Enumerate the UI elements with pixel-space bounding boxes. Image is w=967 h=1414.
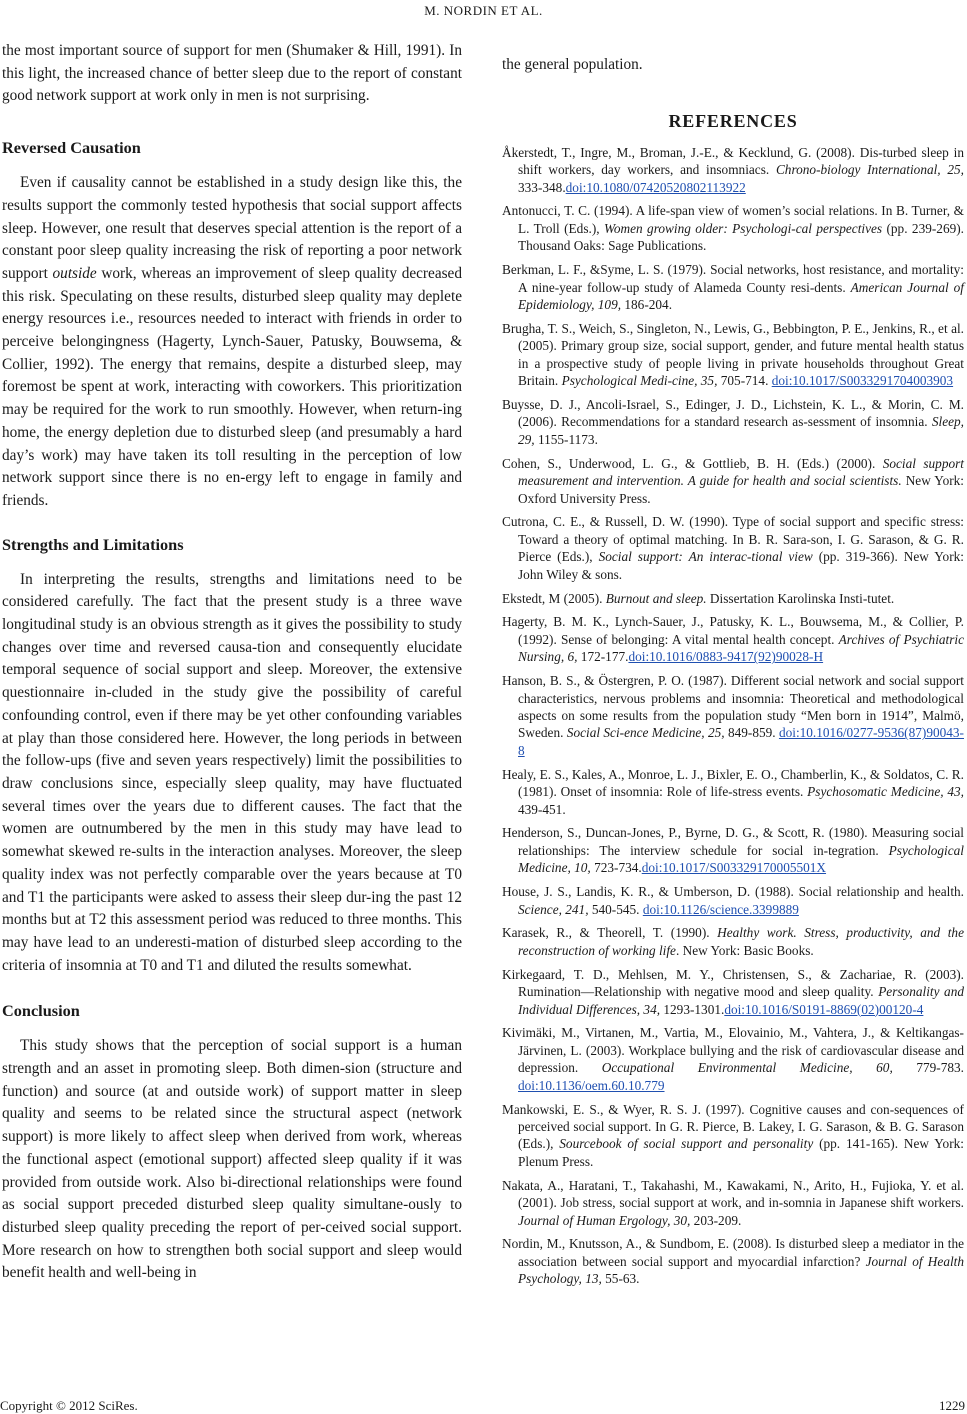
conclusion-paragraph: This study shows that the perception of social support is a human strength and an asset in promoting sleep. Both dimen-sion (structure and function) and source (at and outside work) of support matter in sleep quality and seems to be related since the structural aspect (network support) is more likely to affect sleep when derived from work, whereas the functional aspect (emotional support) affected sleep quality if it was provided from outside work. Also bi-directional relationships were found as social support preceded disturbed sleep quality simultane-ously to disturbed sleep quality preceding the report of per-ceived social support. More research on how to strengthen both social support and sleep would benefit health and well-being in <box>2 1037 462 1282</box>
references-heading: REFERENCES <box>668 110 798 131</box>
strengths-paragraph: In interpreting the results, strengths and limitations need to be considered carefully. The fact that the present study is a three wave longitudinal study is an obvious strength as it gives the possibility to study changes over time and reversed causa-tion and consequently elucidate temporal sequence of social support and sleep. Moreover, the extensive questionnaire in-cluded in the study give the possibility of careful confounding control, even if there may be yet other confounding variables at play than those considered here. However, the long periods in between the follow-ups (five and seven years respectively) limit the possibilities to draw conclusions since, especially sleep quality, may have fluctuated several times over the years due to different causes. The fact that the women are outnumbered by the men in this study may have lead to somewhat skewed re-sults in the interaction analyses. Moreover, the sleep quality index was not perfectly comparable over the years because at T0 and T1 the participants were asked to assess their sleep dur-ing the past 12 months but at T2 this assessment period was reduced to three months. This may have lead to an underesti-mation of disturbed sleep according to the criteria of insomnia at T0 and T1 and diluted the results somewhat. <box>2 570 462 974</box>
doi-link[interactable]: doi:10.1017/S0033291704003903 <box>771 373 954 389</box>
reversed-causation-paragraph: Even if causality cannot be established in a study design like this, the results support the commonly tested hypothesis that social support affects sleep. However, one result that deserves special attention is the report of a constant poor sleep quality increasing the risk of reporting a poor network support outside work, whereas an improvement of sleep quality decreased this risk. Speculating on these results, disturbed sleep quality may deplete energy resources i.e., resources needed to interact with friends in order to perceive belongingness (Hagerty, Lynch-Sauer, Patusky, Bouwsema, & Collier, 1992). The energy that remains, despite a disturbed sleep, may foremost be spent at work, interacting with coworkers. This prioritization may be required for the work to run smoothly. However, when return-ing home, the energy depletion due to disturbed sleep (and presumably a hard day’s work) may have taken its toll resulting in the perception of low network support since there is no en-ergy left to engage in family and friends. <box>2 174 462 509</box>
reference-item: Buysse, D. J., Ancoli-Israel, S., Edinger, J. D., Lichstein, K. L., & Morin, C. M. (2006). Recommendations for a standard research as-sessment of insomnia. Sleep, 29, 1155-1173. <box>502 396 964 447</box>
reference-item: Kivimäki, M., Virtanen, M., Vartia, M., Elovainio, M., Vahtera, J., & Keltikangas-Järvinen, L. (2003). Workplace bullying and the risk of cardiovascular disease and depression. Occupational Environmental Medicine, 60, 779-783. doi:10.1136/oem.60.10.779 <box>502 1025 964 1093</box>
reference-item: Ekstedt, M (2005). Burnout and sleep. Dissertation Karolinska Insti-tutet. <box>502 590 895 606</box>
heading-reversed-causation: Reversed Causation <box>2 138 141 158</box>
doi-link[interactable]: doi:10.1017/S003329170005501X <box>641 860 827 876</box>
reference-item: Cohen, S., Underwood, L. G., & Gottlieb, B. H. (Eds.) (2000). Social support measurement and intervention. A guide for health and social scientists. New York: Oxford University Press. <box>502 455 964 506</box>
reference-item: Åkerstedt, T., Ingre, M., Broman, J.-E., & Kecklund, G. (2008). Dis-turbed sleep in shift workers, day workers, and insomniacs. Chrono-biology International, 25, 333-348.doi:10.1080/07420520802113922 <box>502 144 964 195</box>
reference-item: Kirkegaard, T. D., Mehlsen, M. Y., Christensen, S., & Zachariae, R. (2003). Rumination—Relationship with negative mood and sleep quality. Personality and Individual Differences, 34, 1293-1301.doi:10.1016/S0191-8869(02)00120-4 <box>502 966 965 1017</box>
reference-item: Brugha, T. S., Weich, S., Singleton, N., Lewis, G., Bebbington, P. E., Jenkins, R., et al. (2005). Primary group size, social support, gender, and future mental health status in a prospective study of people living in private households throughout Great Britain. Psychological Medi-cine, 35, 705-714. doi:10.1017/S0033291704003903 <box>502 320 964 389</box>
reference-item: Cutrona, C. E., & Russell, D. W. (1990). Type of social support and specific stress: Toward a theory of optimal matching. In B. R. Sara-son, I. G. Sarason, & G. R. Pierce (Eds.), Social support: An interac-tional view (pp. 319-366). New York: John Wiley & sons. <box>502 514 964 582</box>
reference-list <box>502 144 964 1288</box>
reference-item: Antonucci, T. C. (1994). A life-span view of women’s social relations. In B. Turner, & L. Troll (Eds.), Women growing older: Psychologi-cal perspectives (pp. 239-269). Thousand Oaks: Sage Publications. <box>502 203 964 254</box>
continuation-paragraph: the general population. <box>502 56 643 73</box>
doi-link[interactable]: doi:10.1136/oem.60.10.779 <box>518 1077 665 1093</box>
doi-link[interactable]: doi:10.1016/0277-9536(87)90043-8 <box>518 725 964 758</box>
doi-link[interactable]: doi:10.1016/0883-9417(92)90028-H <box>628 649 824 665</box>
reference-item: Berkman, L. F., &Syme, L. S. (1979). Social networks, host resistance, and mortality: A nine-year follow-up study of Alameda County resi-dents. American Journal of Epidemiology, 109, 186-204. <box>502 262 964 312</box>
reference-item: Healy, E. S., Kales, A., Monroe, L. J., Bixler, E. O., Chamberlin, K., & Soldatos, C. R. (1981). Onset of insomnia: Role of life-stress events. Psychosomatic Medicine, 43, 439-451. <box>502 766 964 817</box>
reference-item: Mankowski, E. S., & Wyer, R. S. J. (1997). Cognitive causes and con-sequences of perceived social support. In G. R. Pierce, B. Lakey, I. G. Sarason, & B. G. Sarason (Eds.), Sourcebook of social support and personality (pp. 141-165). New York: Plenum Press. <box>502 1101 964 1169</box>
left-column <box>2 40 462 1285</box>
running-head: M. NORDIN ET AL. <box>424 3 543 18</box>
reference-item: Hanson, B. S., & Östergren, P. O. (1987). Different social network and social support characteristics, nervous problems and insomnia: Theoretical and methodological aspects on some results from the population study “Men born in 1914”, Malmö, Sweden. Social Sci-ence Medicine, 25, 849-859. doi:10.1016/0277-9536(87)90043-8 <box>502 673 964 758</box>
reference-item: Nakata, A., Haratani, T., Takahashi, M., Kawakami, N., Arito, H., Fujioka, Y. et al. (2001). Job stress, social support at work, and in-somnia in Japanese shift workers. Journal of Human Ergology, 30, 203-209. <box>502 1177 964 1228</box>
reference-item: Henderson, S., Duncan-Jones, P., Byrne, D. G., & Scott, R. (1980). Measuring social relationships: The interview schedule for social in-tegration. Psychological Medicine, 10, 723-734.doi:10.1017/S003329170005501X <box>502 825 964 876</box>
doi-link[interactable]: doi:10.1126/science.3399889 <box>642 901 799 917</box>
heading-conclusion: Conclusion <box>2 1001 80 1021</box>
reference-item: House, J. S., Landis, K. R., & Umberson, D. (1988). Social relationship and health. Science, 241, 540-545. doi:10.1126/science.3399889 <box>502 884 964 917</box>
heading-strengths-limitations: Strengths and Limitations <box>2 534 184 554</box>
doi-link[interactable]: doi:10.1080/07420520802113922 <box>565 179 746 195</box>
doi-link[interactable]: doi:10.1016/S0191-8869(02)00120-4 <box>724 1001 924 1017</box>
copyright-notice: Copyright © 2012 SciRes. <box>0 1398 138 1413</box>
intro-paragraph: the most important source of support for men (Shumaker & Hill, 1991). In this light, the increased chance of better sleep due to the report of constant good network support at work only in men is not surprising. <box>2 42 462 105</box>
reference-item: Nordin, M., Knutsson, A., & Sundbom, E. (2008). Is disturbed sleep a mediator in the association between social support and myocardial infarction? Journal of Health Psychology, 13, 55-63. <box>502 1236 964 1287</box>
right-column <box>502 54 964 1294</box>
reference-item: Hagerty, B. M. K., Lynch-Sauer, J., Patusky, K. L., Bouwsema, M., & Collier, P. (1992). Sense of belonging: A vital mental health concept. Archives of Psychiatric Nursing, 6, 172-177.doi:10.1016/0883-9417(92)90028-H <box>502 614 964 665</box>
reference-item: Karasek, R., & Theorell, T. (1990). Healthy work. Stress, productivity, and the reconstruction of working life. New York: Basic Books. <box>502 925 964 958</box>
page-number: 1229 <box>939 1398 965 1413</box>
